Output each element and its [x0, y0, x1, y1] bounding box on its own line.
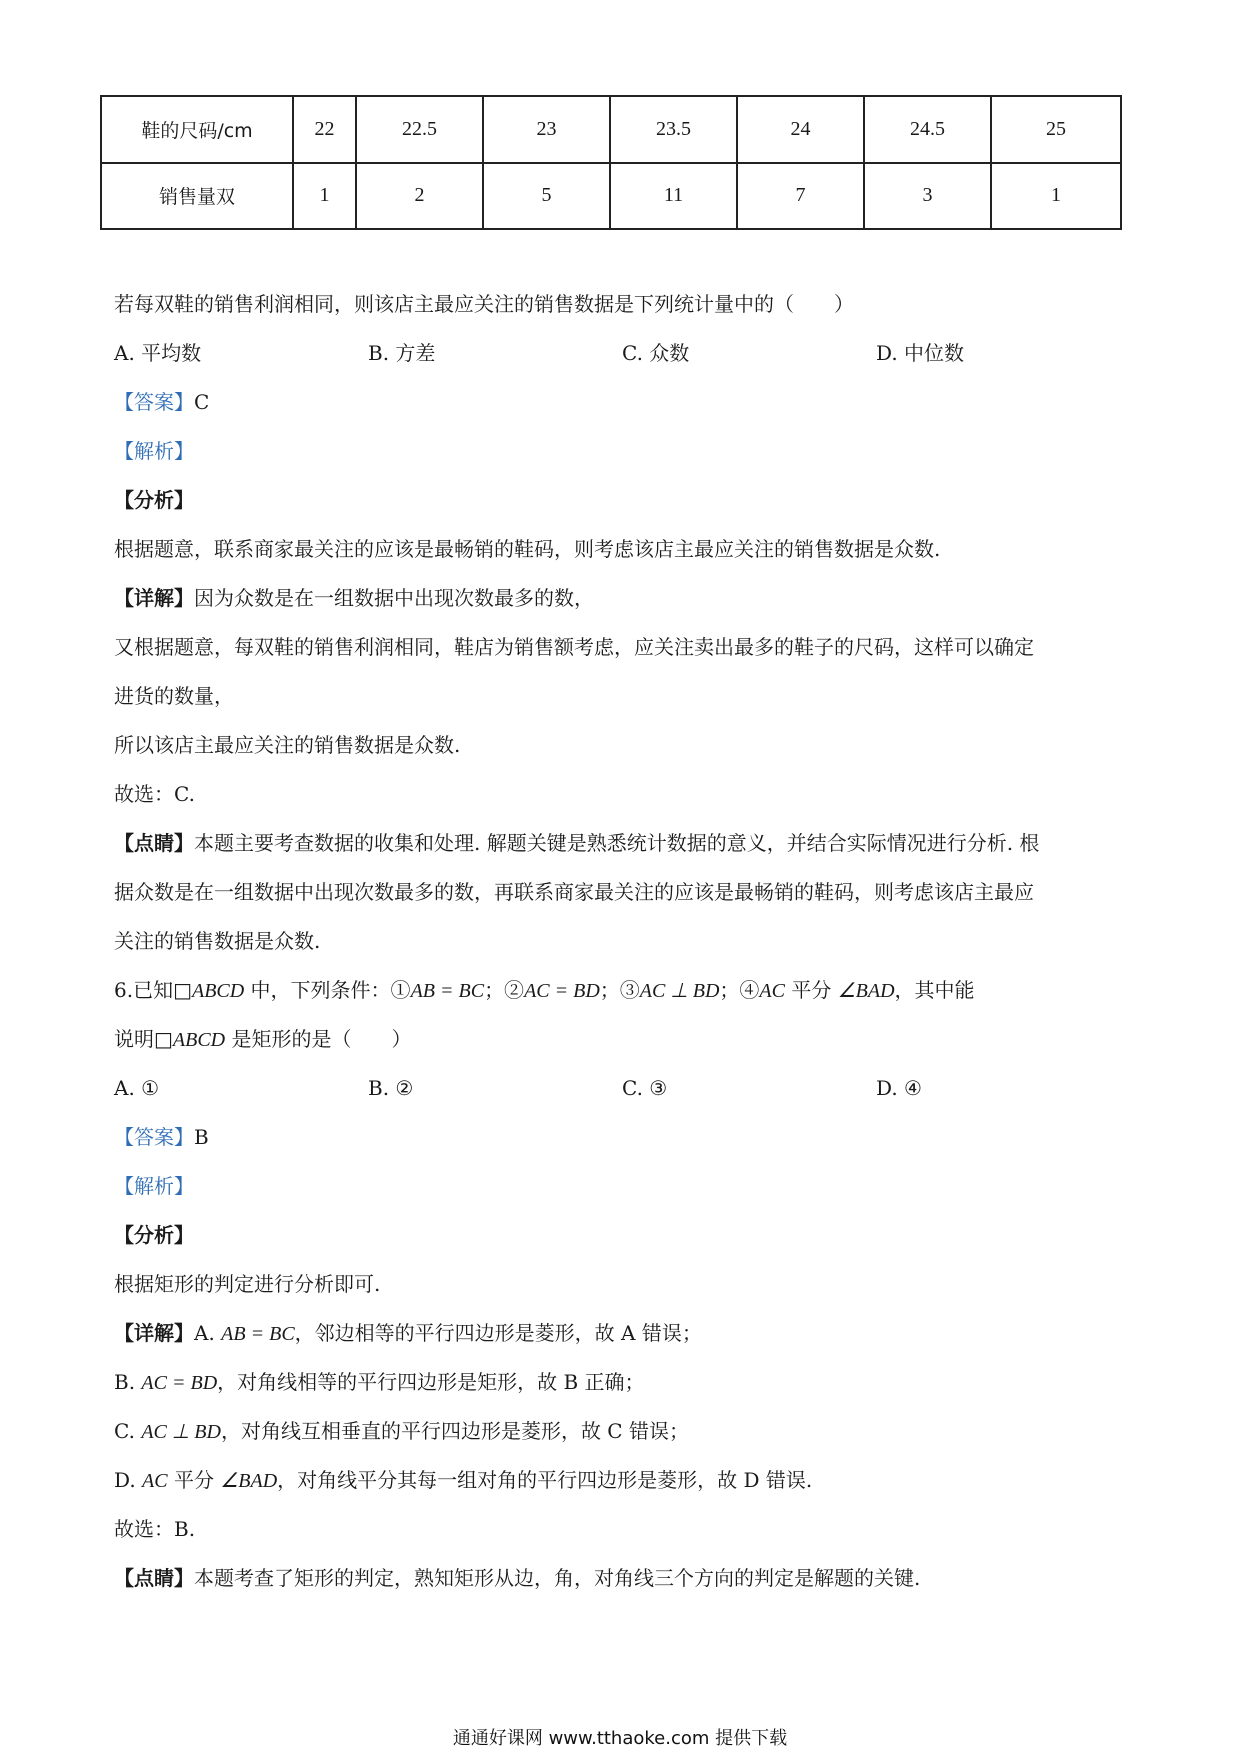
dianjing-tag: 【点睛】: [114, 1566, 194, 1590]
math-expr: AC: [142, 1470, 168, 1492]
q5-xiangjie-line3: 进货的数量，: [114, 684, 234, 708]
q6-stem-line2: [114, 1024, 411, 1055]
q5-dianjing-line2: 据众数是在一组数据中出现次数最多的数，再联系商家最关注的应该是最畅销的鞋码，则考虑该店主最应: [114, 880, 1034, 904]
stem-text: ；③: [599, 978, 640, 1002]
q5-guxuan: 故选：C.: [114, 782, 195, 806]
q5-fenxi-tag: 【分析】: [114, 488, 194, 512]
table-cell: 24.5: [864, 96, 991, 163]
math-condition-4a: AC: [759, 980, 785, 1002]
math-condition-4b: ∠BAD: [837, 980, 895, 1002]
stem-text: ；④: [719, 978, 760, 1002]
table-cell: 5: [483, 163, 610, 230]
table-cell: 24: [737, 96, 864, 163]
table-cell: 22.5: [356, 96, 483, 163]
math-condition-1: AB = BC: [410, 980, 485, 1002]
q6-jiexi-tag: 【解析】: [114, 1174, 194, 1198]
item-text: ，对角线平分其每一组对角的平行四边形是菱形，故 D 错误.: [277, 1468, 813, 1492]
q5-xiangjie-line1: [114, 583, 594, 613]
stem-text: 6.已知□: [114, 978, 192, 1002]
q6-xiangjie-b: [114, 1367, 645, 1398]
q6-option-b: B. ②: [368, 1076, 414, 1100]
q6-xiangjie-c: [114, 1416, 689, 1447]
table-cell: 2: [356, 163, 483, 230]
math-expr: ∠BAD: [220, 1470, 278, 1492]
q6-stem-line1: [114, 975, 975, 1006]
table-cell: 3: [864, 163, 991, 230]
q6-answer: [114, 1122, 209, 1152]
xiangjie-tag: 【详解】: [114, 1321, 194, 1345]
table-header-sales: 销售量双: [101, 163, 293, 230]
stem-text: 是矩形的是（ ）: [225, 1027, 412, 1051]
table-cell: 23.5: [610, 96, 737, 163]
stem-text: 中，下列条件：①: [244, 978, 411, 1002]
q5-stem: 若每双鞋的销售利润相同，则该店主最应关注的销售数据是下列统计量中的（ ）: [114, 292, 854, 316]
answer-tag: 【答案】: [114, 1125, 194, 1149]
table-cell: 7: [737, 163, 864, 230]
page-footer: 通通好课网 www.tthaoke.com 提供下载: [452, 1728, 788, 1749]
answer-value: B: [194, 1125, 209, 1149]
q6-option-c: C. ③: [622, 1076, 668, 1100]
q6-xiangjie-d: [114, 1465, 812, 1496]
item-text: 平分: [167, 1468, 221, 1492]
item-text: ，邻边相等的平行四边形是菱形，故 A 错误；: [294, 1321, 702, 1345]
item-text: ，对角线相等的平行四边形是矩形，故 B 正确；: [217, 1370, 645, 1394]
dianjing-tag: 【点睛】: [114, 831, 194, 855]
stem-text: 说明□: [114, 1027, 173, 1051]
q6-fenxi-text: 根据矩形的判定进行分析即可.: [114, 1272, 381, 1296]
item-label: A.: [194, 1321, 222, 1345]
q5-xiangjie-line4: 所以该店主最应关注的销售数据是众数.: [114, 733, 461, 757]
math-condition-2: AC = BD: [524, 980, 600, 1002]
q5-option-b: B. 方差: [368, 341, 436, 365]
q5-dianjing-line1: [114, 828, 1039, 858]
table-header-size: 鞋的尺码/cm: [101, 96, 293, 163]
table-row-sales: [101, 163, 1121, 230]
table-cell: 1: [293, 163, 356, 230]
shoe-size-sales-table: [100, 95, 1122, 230]
q6-dianjing: [114, 1563, 920, 1593]
dianjing-text: 本题考查了矩形的判定，熟知矩形从边，角，对角线三个方向的判定是解题的关键.: [194, 1566, 921, 1590]
q5-xiangjie-line2: 又根据题意，每双鞋的销售利润相同，鞋店为销售额考虑，应关注卖出最多的鞋子的尺码，这样可以确定: [114, 635, 1034, 659]
stem-text: 平分: [784, 978, 838, 1002]
q6-option-d: D. ④: [876, 1076, 922, 1100]
stem-text: ，其中能: [894, 978, 975, 1002]
item-label: C.: [114, 1419, 142, 1443]
math-condition-3: AC ⊥ BD: [639, 980, 720, 1002]
q5-dianjing-line3: 关注的销售数据是众数.: [114, 929, 321, 953]
q5-option-a: A. 平均数: [114, 341, 202, 365]
table-cell: 11: [610, 163, 737, 230]
answer-value: C: [194, 390, 210, 414]
table-cell: 25: [991, 96, 1121, 163]
dianjing-text: 本题主要考查数据的收集和处理. 解题关键是熟悉统计数据的意义，并结合实际情况进行分析. 根: [194, 831, 1040, 855]
q5-option-d: D. 中位数: [876, 341, 965, 365]
table-cell: 22: [293, 96, 356, 163]
item-label: B.: [114, 1370, 142, 1394]
q5-jiexi-tag: 【解析】: [114, 439, 194, 463]
table-cell: 1: [991, 163, 1121, 230]
answer-tag: 【答案】: [114, 390, 194, 414]
q5-option-c: C. 众数: [622, 341, 690, 365]
q6-guxuan: 故选：B.: [114, 1517, 196, 1541]
q5-answer: [114, 387, 209, 417]
q6-fenxi-tag: 【分析】: [114, 1223, 194, 1247]
xiangjie-tag: 【详解】: [114, 586, 194, 610]
q6-option-a: A. ①: [114, 1076, 160, 1100]
math-expr: AC = BD: [141, 1372, 218, 1394]
table-cell: 23: [483, 96, 610, 163]
xiangjie-text: 因为众数是在一组数据中出现次数最多的数，: [194, 586, 594, 610]
q5-fenxi-text: 根据题意，联系商家最关注的应该是最畅销的鞋码，则考虑该店主最应关注的销售数据是众数.: [114, 537, 941, 561]
item-text: ，对角线互相垂直的平行四边形是菱形，故 C 错误；: [220, 1419, 689, 1443]
stem-text: ；②: [484, 978, 525, 1002]
table-row-sizes: [101, 96, 1121, 163]
q6-xiangjie-a: [114, 1318, 702, 1349]
math-abcd: ABCD: [172, 1029, 226, 1051]
math-expr: AB = BC: [221, 1323, 295, 1345]
math-expr: AC ⊥ BD: [141, 1421, 221, 1443]
item-label: D.: [114, 1468, 143, 1492]
math-abcd: ABCD: [191, 980, 245, 1002]
